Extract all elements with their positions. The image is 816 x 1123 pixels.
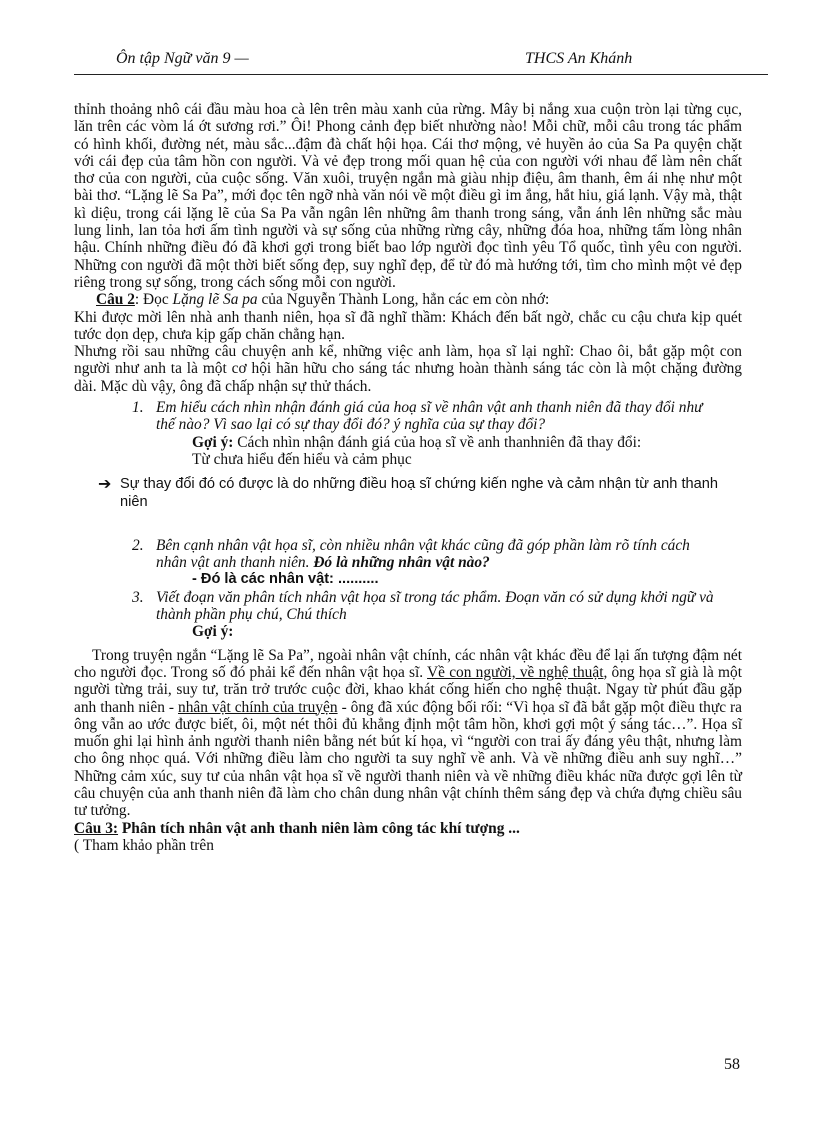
question-3 <box>74 589 742 624</box>
cau2-para1: Khi được mời lên nhà anh thanh niên, họa sĩ đã nghĩ thầm: Khách đến bất ngờ, chắc cu cậu chưa kịp quét tước dọn dẹp, chưa kịp gấp chăn chẳng hạn. <box>74 308 742 343</box>
question-2-text: Bên cạnh nhân vật họa sĩ, còn nhiều nhân vật khác cũng đã góp phần làm rõ tính cách nhân vật anh thanh niên. <box>156 536 690 572</box>
header-course-title: Ôn tập Ngữ văn 9 — <box>116 50 249 67</box>
question-1-number: 1. <box>132 399 144 417</box>
arrow-note-text: Sự thay đổi đó có được là do những điều hoạ sĩ chứng kiến nghe và cảm nhận từ anh thanh niên <box>120 476 718 510</box>
question-2-number: 2. <box>132 536 144 554</box>
hint-1-line2: Từ chưa hiểu đến hiểu và cảm phục <box>192 450 412 468</box>
hint-1-line1: Cách nhìn nhận đánh giá của hoạ sĩ về anh thanhniên đã thay đổi: <box>233 433 642 451</box>
document-body <box>74 101 742 854</box>
hint-1-label: Gợi ý: <box>192 433 234 451</box>
analysis-underline-1: Về con người, về nghệ thuật <box>427 663 604 681</box>
reference-note: ( Tham khảo phần trên <box>74 836 214 854</box>
cau2-text-before: : Đọc <box>134 291 173 309</box>
question-2-bold-tail: Đó là những nhân vật nào? <box>309 554 490 572</box>
cau2-para2: Nhưng rồi sau những câu chuyện anh kể, những việc anh làm, họa sĩ lại nghĩ: Chao ôi, bắt gặp một con người như anh ta là một cơ hội hãn hữu cho sáng tác nhưng hoàn thành sáng tác còn là một chặng đường dài. Mặc dù vậy, ông đã chấp nhận sự thử thách. <box>74 343 742 395</box>
analysis-part-2: , ông họa sĩ già là một người từng trải, suy tư, trăn trở trước cuộc đời, khao khát cống hiến cho nghệ thuật. Ngay từ phút đầu gặp anh thanh niên - <box>74 663 742 716</box>
header-school-name: THCS An Khánh <box>525 50 633 67</box>
question-3-number: 3. <box>132 588 144 606</box>
page-header <box>74 48 768 75</box>
arrow-note <box>74 476 742 511</box>
analysis-underline-2: nhân vật chính của truyện <box>178 698 338 716</box>
answer-2: - Đó là các nhân vật: .......... <box>192 571 379 588</box>
cau2-text-after: của Nguyễn Thành Long, hẳn các em còn nhớ: <box>257 291 550 309</box>
analysis-part-3: - ông đã xúc động bối rối: “Vì họa sĩ đã bắt gặp một điều thực ra ông vẫn ao ước được biết, ôi, một nét thôi đủ khẳng định một tâm hồn, khơi gợi một ý sáng tác…”. Họa sĩ muốn ghi lại hình ảnh người thanh niên bằng nét bút kí họa, vì “người con trai ấy đáng yêu thật, nhưng làm cho ông nhọc quá. Với những điều làm cho người ta suy nghĩ về anh. Và về những điều anh suy nghĩ…” Những cảm xúc, suy tư của nhân vật họa sĩ về người thanh niên và về những điều khác nữa được gợi lên từ câu chuyện của anh thanh niên đã làm cho chân dung nhân vật chính thêm sáng đẹp và chứa đựng chiều sâu tư tưởng. <box>74 698 743 820</box>
hint-3-label: Gợi ý: <box>192 623 234 641</box>
analysis-paragraph <box>74 647 742 820</box>
cau2-heading <box>74 291 742 308</box>
cau3-heading <box>74 820 742 837</box>
hint-1 <box>74 434 742 469</box>
cau2-label: Câu 2 <box>96 291 135 309</box>
cau3-text: Phân tích nhân vật anh thanh niên làm công tác khí tượng ... <box>118 819 520 837</box>
cau3-label: Câu 3: <box>74 819 119 837</box>
question-1-text: Em hiểu cách nhìn nhận đánh giá của hoạ sĩ về nhân vật anh thanh niên đã thay đổi như thế nào? Vì sao lại có sự thay đổi đó? ý nghĩa của sự thay đổi? <box>156 399 703 434</box>
arrow-right-icon: ➔ <box>98 476 112 494</box>
analysis-part-1: Trong truyện ngắn “Lặng lẽ Sa Pa”, ngoài nhân vật chính, các nhân vật khác đều để lại ấn tượng đậm nét cho người đọc. Trong số đó phải kể đến nhân vật họa sĩ. <box>74 646 742 681</box>
page-number: 58 <box>724 1056 740 1073</box>
cau2-work-title: Lặng lẽ Sa pa <box>172 291 258 309</box>
question-3-text: Viết đoạn văn phân tích nhân vật họa sĩ trong tác phẩm. Đoạn văn có sử dụng khởi ngữ và thành phần phụ chú, Chú thích <box>156 588 714 624</box>
question-2 <box>74 537 742 572</box>
question-1 <box>74 399 742 434</box>
intro-paragraph: thỉnh thoảng nhô cái đầu màu hoa cà lên trên màu xanh của rừng. Mây bị nắng xua cuộn tròn lại từng cục, lăn trên các vòm lá ớt sương rơi.” Ôi! Phong cảnh đẹp biết nhường nào! Mỗi chữ, mỗi câu trong tác phẩm có hình khối, đường nét, màu sắc...đậm đà chất hội họa. Cái thơ mộng, vẻ huyền ảo của Sa Pa quyện chặt với cái đẹp của tâm hồn con người. Và vẻ đẹp trong mối quan hệ của con người với nhau để làm nên chất thơ của con người, của cuộc sống. Văn xuôi, truyện ngắn mà giàu nhịp điệu, âm thanh, êm ái nhẹ như một bài thơ. “Lặng lẽ Sa Pa”, mới đọc tên ngỡ nhà văn nói về một điều gì im ắng, hắt hiu, giá lạnh. Vậy mà, thật kì diệu, trong cái lặng lẽ của Sa Pa vẫn ngân lên những âm thanh trong sáng, vẫn ánh lên những sắc màu lung linh, lan tỏa hơi ấm tình người và sự sống của những rừng cây, những đóa hoa, những tấm lòng nhân hậu. Chính những điều đó đã khơi gợi trong biết bao lớp người đọc tình yêu Tổ quốc, tình yêu con người. Những con người đã một thời biết sống đẹp, suy nghĩ đẹp, để từ đó mà hướng tới, tìm cho mình một vẻ đẹp riêng trong sự sống, trong cách sống mỗi con người. <box>74 101 742 291</box>
